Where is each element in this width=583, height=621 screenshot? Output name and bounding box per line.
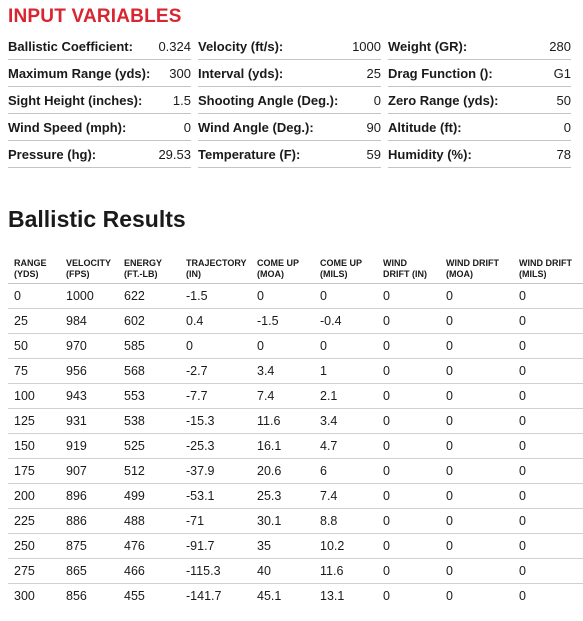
table-cell: 11.6: [314, 559, 377, 584]
input-variable-value: 25: [366, 65, 381, 81]
column-header-line: VELOCITY: [66, 258, 112, 268]
table-cell: -91.7: [180, 534, 251, 559]
table-cell: 943: [60, 384, 118, 409]
table-row: [8, 384, 583, 409]
table-cell: 2.1: [314, 384, 377, 409]
table-cell: 455: [124, 589, 145, 603]
table-cell: 525: [118, 434, 180, 459]
table-cell: 0: [377, 309, 440, 334]
table-row: [8, 559, 583, 584]
column-header: [8, 250, 60, 284]
input-variable-value: 1.5: [172, 92, 191, 108]
table-row: [8, 334, 583, 359]
column-header-line: TRAJECTORY: [186, 258, 247, 268]
input-variable-row: [198, 33, 381, 60]
table-cell: 25: [8, 309, 60, 334]
column-header: [440, 250, 513, 284]
table-cell: 931: [60, 409, 118, 434]
input-variable-row: [198, 87, 381, 114]
input-variable-row: [8, 60, 191, 87]
table-cell: 0: [180, 334, 251, 359]
table-cell: 0: [513, 334, 583, 359]
ballistic-results-body: [8, 284, 583, 609]
table-cell: 0: [440, 359, 513, 384]
table-cell: 10.2: [314, 534, 377, 559]
input-variables-column: [388, 33, 571, 168]
table-cell: 0: [440, 409, 513, 434]
input-variable-value: 0: [183, 119, 191, 135]
table-cell: 0: [519, 589, 526, 603]
table-cell: 0: [513, 309, 583, 334]
input-variable-row: [198, 114, 381, 141]
table-cell: 25.3: [251, 484, 314, 509]
table-cell: 200: [8, 484, 60, 509]
input-variable-value: 78: [556, 146, 571, 162]
table-cell: 0: [377, 559, 440, 584]
column-header: [251, 250, 314, 284]
column-header-line: DRIFT (IN): [383, 269, 427, 279]
input-variable-label: Altitude (ft):: [388, 119, 462, 135]
table-cell: -71: [180, 509, 251, 534]
table-cell: -7.7: [180, 384, 251, 409]
table-cell: 0: [440, 484, 513, 509]
table-cell: -37.9: [180, 459, 251, 484]
input-variable-row: [8, 33, 191, 60]
table-cell: 35: [251, 534, 314, 559]
input-variable-row: [198, 141, 381, 168]
table-cell: 0: [440, 309, 513, 334]
table-cell: 0.4: [180, 309, 251, 334]
table-cell: 6: [314, 459, 377, 484]
table-cell: 0: [8, 284, 60, 309]
table-row: [8, 359, 583, 384]
table-cell: 0: [440, 384, 513, 409]
column-header-line: (IN): [186, 269, 201, 279]
table-cell: 0: [377, 359, 440, 384]
input-variable-row: [8, 141, 191, 168]
table-cell: -53.1: [180, 484, 251, 509]
input-variable-label: Wind Angle (Deg.):: [198, 119, 314, 135]
table-cell: -25.3: [180, 434, 251, 459]
input-variable-value: G1: [553, 65, 571, 81]
input-variable-value: 29.53: [158, 146, 191, 162]
input-variable-value: 0: [373, 92, 381, 108]
column-header: [118, 250, 180, 284]
input-variable-label: Velocity (ft/s):: [198, 38, 284, 54]
table-cell: 0: [513, 434, 583, 459]
table-row: [8, 484, 583, 509]
table-cell: 45.1: [257, 589, 282, 603]
input-variable-label: Drag Function ():: [388, 65, 493, 81]
table-cell: 16.1: [251, 434, 314, 459]
column-header-line: COME UP: [257, 258, 300, 268]
input-variable-row: [388, 87, 571, 114]
input-variable-label: Maximum Range (yds):: [8, 65, 151, 81]
table-row: [8, 584, 583, 609]
input-variable-value: 0.324: [158, 38, 191, 54]
column-header-line: WIND: [383, 258, 407, 268]
table-cell: 476: [118, 534, 180, 559]
input-variable-label: Humidity (%):: [388, 146, 472, 162]
input-variable-value: 0: [563, 119, 571, 135]
column-header: [180, 250, 251, 284]
input-variable-row: [8, 114, 191, 141]
table-cell: 875: [60, 534, 118, 559]
input-variable-label: Ballistic Coefficient:: [8, 38, 133, 54]
table-cell: 0: [440, 534, 513, 559]
table-cell: 896: [60, 484, 118, 509]
column-header: [377, 250, 440, 284]
column-header-line: WIND DRIFT: [446, 258, 499, 268]
input-variable-row: [388, 33, 571, 60]
input-variable-label: Pressure (hg):: [8, 146, 97, 162]
input-variables-column: [198, 33, 381, 168]
table-cell: 0: [440, 559, 513, 584]
input-variable-label: Interval (yds):: [198, 65, 284, 81]
table-cell: 856: [66, 589, 87, 603]
column-header-line: (MILS): [519, 269, 547, 279]
table-cell: 0: [377, 534, 440, 559]
input-variable-row: [388, 60, 571, 87]
table-cell: 0: [251, 334, 314, 359]
input-variable-value: 280: [549, 38, 571, 54]
table-row: [8, 284, 583, 309]
table-cell: 3.4: [251, 359, 314, 384]
table-cell: 7.4: [314, 484, 377, 509]
table-cell: 0: [377, 334, 440, 359]
table-cell: 0: [513, 484, 583, 509]
table-cell: 0: [513, 559, 583, 584]
table-cell: -1.5: [180, 284, 251, 309]
table-cell: 40: [251, 559, 314, 584]
table-cell: 970: [60, 334, 118, 359]
table-cell: 0: [513, 459, 583, 484]
table-cell: 0: [440, 434, 513, 459]
table-cell: 466: [118, 559, 180, 584]
input-variable-row: [388, 114, 571, 141]
table-cell: 1: [314, 359, 377, 384]
table-cell: 0: [440, 284, 513, 309]
column-header-line: COME UP: [320, 258, 363, 268]
table-row: [8, 509, 583, 534]
table-cell: 3.4: [314, 409, 377, 434]
table-cell: 886: [60, 509, 118, 534]
input-variables-title: INPUT VARIABLES: [8, 6, 182, 27]
column-header-line: (FT.-LB): [124, 269, 158, 279]
table-cell: 0: [377, 409, 440, 434]
table-row: [8, 534, 583, 559]
column-header-line: ENERGY: [124, 258, 163, 268]
table-cell: 512: [118, 459, 180, 484]
table-cell: 585: [118, 334, 180, 359]
table-cell: 622: [118, 284, 180, 309]
table-cell: 0: [513, 534, 583, 559]
table-cell: 0: [440, 459, 513, 484]
table-cell: 0: [377, 384, 440, 409]
table-cell: 0: [513, 284, 583, 309]
table-cell: 30.1: [251, 509, 314, 534]
table-cell: 919: [60, 434, 118, 459]
table-cell: 0: [377, 509, 440, 534]
table-cell: 125: [8, 409, 60, 434]
column-header-line: WIND DRIFT: [519, 258, 572, 268]
input-variable-value: 1000: [352, 38, 381, 54]
table-cell: 20.6: [251, 459, 314, 484]
ballistic-results-title: Ballistic Results: [8, 206, 186, 232]
table-cell: 0: [377, 434, 440, 459]
table-cell: -1.5: [251, 309, 314, 334]
table-cell: 0: [377, 484, 440, 509]
column-header-line: (FPS): [66, 269, 90, 279]
table-cell: 956: [60, 359, 118, 384]
table-cell: -2.7: [180, 359, 251, 384]
table-row: [8, 434, 583, 459]
input-variable-label: Weight (GR):: [388, 38, 468, 54]
table-cell: -15.3: [180, 409, 251, 434]
table-cell: 0: [251, 284, 314, 309]
input-variables-grid: [8, 33, 571, 168]
table-cell: 0: [513, 409, 583, 434]
table-cell: 4.7: [314, 434, 377, 459]
table-cell: 0: [440, 334, 513, 359]
column-header-line: (MILS): [320, 269, 348, 279]
table-cell: 1000: [60, 284, 118, 309]
table-cell: 0: [383, 589, 390, 603]
input-variable-label: Temperature (F):: [198, 146, 301, 162]
column-header: [60, 250, 118, 284]
table-cell: 0: [314, 334, 377, 359]
table-cell: 275: [8, 559, 60, 584]
column-header-line: (MOA): [257, 269, 284, 279]
input-variable-row: [198, 60, 381, 87]
input-variable-row: [388, 141, 571, 168]
table-cell: 100: [8, 384, 60, 409]
column-header-line: RANGE: [14, 258, 47, 268]
table-cell: -0.4: [314, 309, 377, 334]
table-cell: 0: [513, 509, 583, 534]
input-variable-label: Zero Range (yds):: [388, 92, 499, 108]
table-cell: 602: [118, 309, 180, 334]
table-cell: 538: [118, 409, 180, 434]
table-cell: 8.8: [314, 509, 377, 534]
table-cell: 0: [440, 509, 513, 534]
table-cell: 300: [14, 589, 35, 603]
table-cell: 0: [377, 459, 440, 484]
table-row: [8, 459, 583, 484]
table-row: [8, 409, 583, 434]
table-cell: 984: [60, 309, 118, 334]
input-variables-column: [8, 33, 191, 168]
table-cell: 865: [60, 559, 118, 584]
input-variable-label: Wind Speed (mph):: [8, 119, 127, 135]
table-cell: 0: [377, 284, 440, 309]
ballistic-results-table: [8, 250, 583, 608]
table-cell: -115.3: [180, 559, 251, 584]
input-variable-row: [8, 87, 191, 114]
table-cell: 225: [8, 509, 60, 534]
input-variable-label: Sight Height (inches):: [8, 92, 143, 108]
table-cell: 13.1: [320, 589, 345, 603]
input-variable-value: 90: [366, 119, 381, 135]
table-cell: 907: [60, 459, 118, 484]
table-cell: 568: [118, 359, 180, 384]
table-row: [8, 309, 583, 334]
table-cell: 499: [118, 484, 180, 509]
column-header-line: (MOA): [446, 269, 473, 279]
table-cell: -141.7: [186, 589, 222, 603]
table-cell: 553: [118, 384, 180, 409]
table-cell: 0: [513, 384, 583, 409]
input-variable-label: Shooting Angle (Deg.):: [198, 92, 339, 108]
table-cell: 75: [8, 359, 60, 384]
input-variable-value: 300: [169, 65, 191, 81]
table-cell: 150: [8, 434, 60, 459]
input-variable-value: 59: [366, 146, 381, 162]
table-cell: 0: [314, 284, 377, 309]
column-header-line: (YDS): [14, 269, 39, 279]
table-cell: 50: [8, 334, 60, 359]
column-header: [513, 250, 583, 284]
table-cell: 11.6: [251, 409, 314, 434]
table-cell: 7.4: [251, 384, 314, 409]
column-header: [314, 250, 377, 284]
table-cell: 0: [446, 589, 453, 603]
table-cell: 250: [8, 534, 60, 559]
table-cell: 175: [8, 459, 60, 484]
table-header-row: [8, 250, 583, 284]
table-cell: 0: [513, 359, 583, 384]
table-cell: 488: [118, 509, 180, 534]
input-variable-value: 50: [556, 92, 571, 108]
